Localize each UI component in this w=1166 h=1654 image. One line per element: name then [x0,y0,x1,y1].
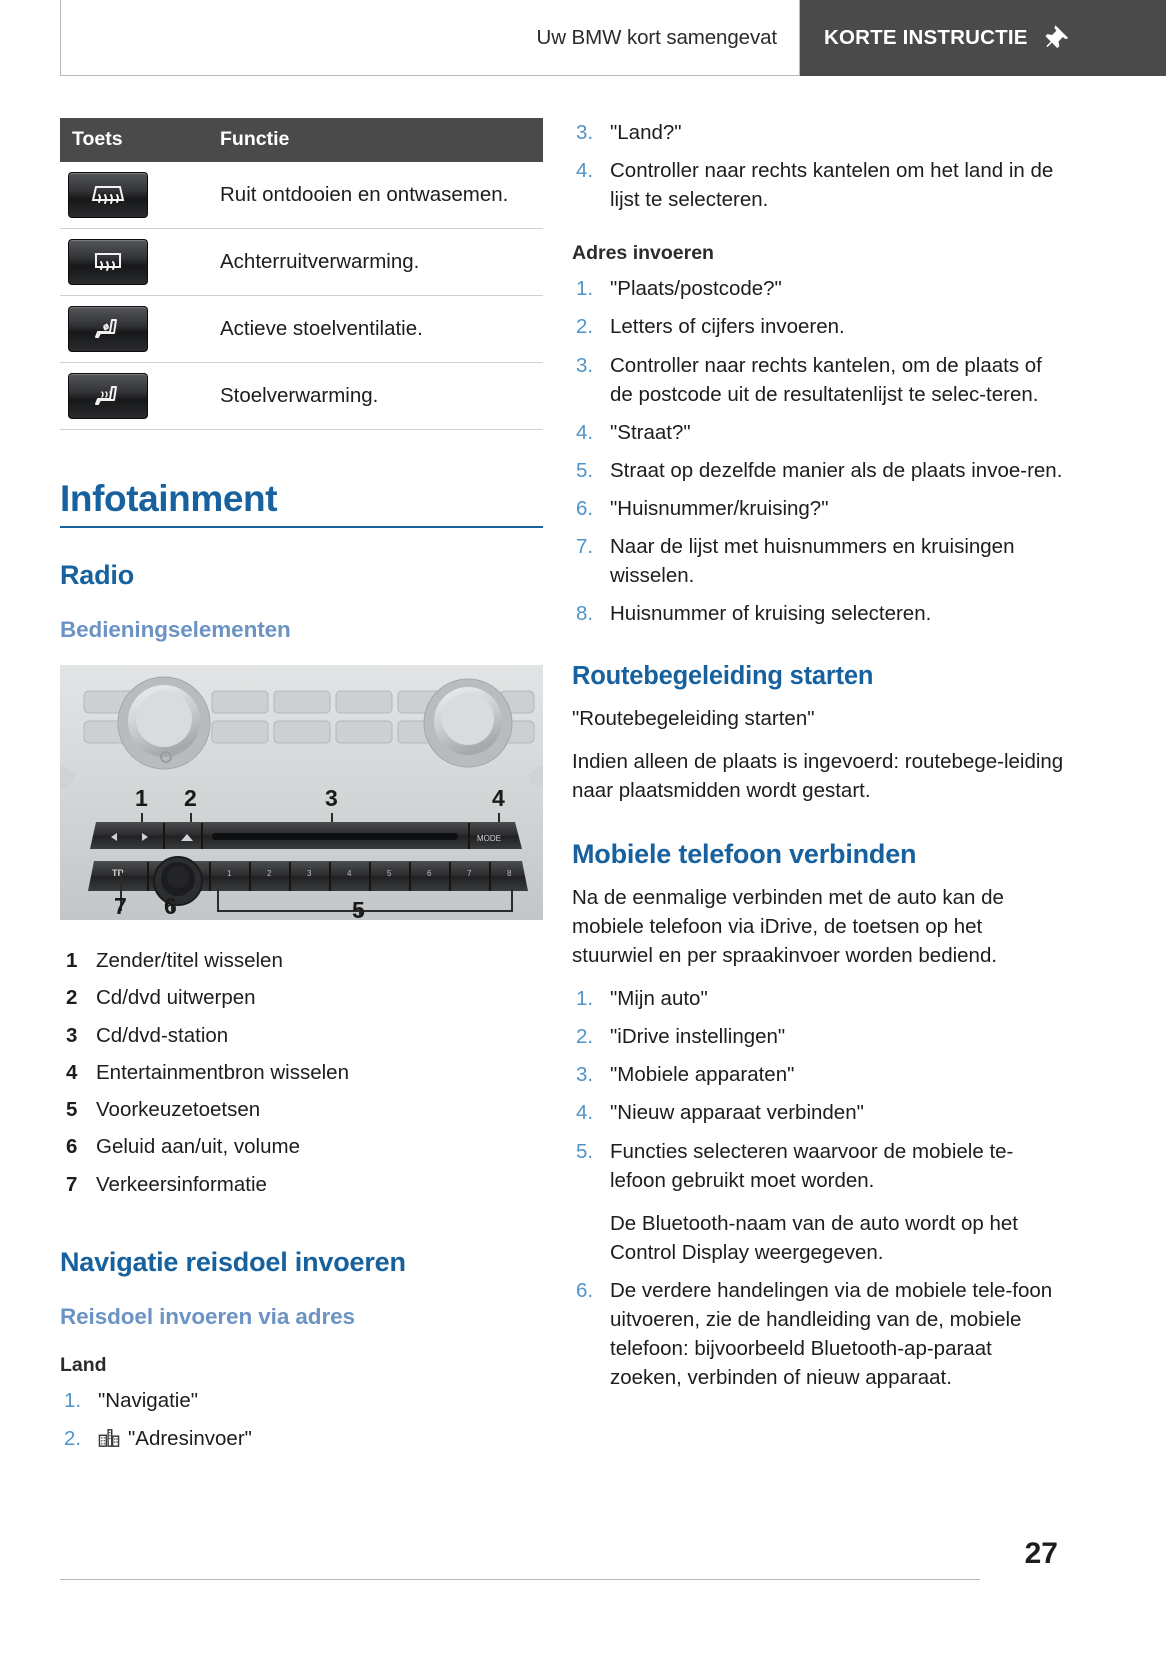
step-text: Functies selecteren waarvoor de mobiele te-lefoon gebruikt moet worden. [610,1139,1014,1192]
land-steps-list [60,1386,543,1453]
list-item [572,118,1064,147]
svg-text:1: 1 [227,869,232,878]
legend-label: Verkeersinformatie [96,1172,267,1196]
legend-label: Entertainmentbron wisselen [96,1060,349,1084]
svg-text:2: 2 [184,785,197,811]
minor-heading-adres-invoeren: Adres invoeren [572,242,714,265]
step-text: "Mijn auto" [610,987,708,1011]
legend-label: Geluid aan/uit, volume [96,1135,300,1159]
function-cell: Stoelverwarming. [208,363,543,430]
list-item [60,1166,543,1203]
legend-number: 7 [66,1172,78,1196]
step-number: 8. [576,602,594,626]
list-item [60,1017,543,1054]
legend-number: 3 [66,1023,78,1047]
step-text: Straat op dezelfde manier als de plaats invoe-ren. [610,458,1063,482]
table-row [60,363,543,430]
svg-text:MODE: MODE [477,834,501,843]
step-number: 3. [576,1063,594,1087]
svg-text:4: 4 [347,869,352,878]
step-number: 1. [64,1389,82,1413]
svg-text:5: 5 [387,869,392,878]
land-steps-continued [572,118,1064,214]
step-text: "Land?" [610,121,682,144]
svg-text:TP: TP [112,868,124,878]
left-column [60,118,543,1453]
step-note: De Bluetooth-naam van de auto wordt op het Control Display weergegeven. [610,1211,1018,1264]
svg-text:8: 8 [507,869,512,878]
step-number: 5. [576,1139,594,1163]
list-item [572,1276,1064,1392]
step-text: "Straat?" [610,420,691,444]
legend-label: Cd/dvd uitwerpen [96,986,256,1010]
legend-label: Voorkeuzetoetsen [96,1098,261,1122]
svg-text:1: 1 [135,785,148,811]
table-row [60,162,543,229]
list-item [572,984,1064,1013]
svg-text:5: 5 [352,897,365,920]
step-text: "Adresinvoer" [128,1427,252,1451]
step-text: De verdere handelingen via de mobiele tele-foon uitvoeren, zie de handleiding van de, mobiele telefoon: bijvoorbeeld Bluetooth-ap-paraat zoeken, verbinden of nieuw apparaat. [610,1278,1053,1390]
subheading-bedieningselementen: Bedieningselementen [60,617,291,642]
route-command-text: "Routebegeleiding starten" [572,707,815,731]
svg-text:3: 3 [307,869,312,878]
section-heading-radio: Radio [60,560,135,590]
list-item [572,1098,1064,1127]
rear-window-defrost-icon [68,239,148,285]
address-entry-icon [98,1427,120,1447]
pin-icon [1044,25,1070,51]
chapter-tab [800,0,1166,76]
list-item [572,312,1064,341]
page-footer [60,1537,1064,1580]
svg-text:6: 6 [427,869,432,878]
list-item [60,979,543,1016]
list-item [60,1424,543,1453]
table-row [60,296,543,363]
step-text: "iDrive instellingen" [610,1025,786,1049]
svg-text:7: 7 [467,869,472,878]
step-text: "Plaats/postcode?" [610,277,782,301]
legend-number: 4 [66,1060,78,1084]
svg-text:7: 7 [114,893,127,919]
key-table-col-functie: Functie [208,118,543,162]
step-number: 2. [576,1025,594,1049]
legend-label: Cd/dvd-station [96,1023,229,1047]
section-heading-mobiele-telefoon: Mobiele telefoon verbinden [572,838,917,869]
key-function-table [60,118,543,430]
svg-text:6: 6 [164,893,177,919]
key-table-head [60,118,543,162]
key-table-col-toets: Toets [60,118,208,162]
running-title [60,0,800,76]
svg-text:4: 4 [492,785,505,811]
list-item [572,1137,1064,1195]
step-text: "Nieuw apparaat verbinden" [610,1101,864,1125]
step-text: "Mobiele apparaten" [610,1063,795,1087]
step-text: Controller naar rechts kantelen om het land in de lijst te selecteren. [610,159,1054,212]
windshield-defrost-icon [68,172,148,218]
function-cell: Achterruitverwarming. [208,229,543,296]
key-cell [60,162,208,229]
step-number: 7. [576,535,594,559]
step-text-with-icon [98,1424,543,1453]
step-number: 3. [576,121,594,144]
key-table-body [60,162,543,430]
running-title-text: Uw BMW kort samengevat [536,25,777,49]
section-heading-navigatie: Navigatie reisdoel invoeren [60,1247,406,1278]
list-item [60,1091,543,1128]
step-number: 6. [576,1278,594,1302]
step-number: 3. [576,353,594,377]
step-number: 1. [576,277,594,301]
seat-ventilation-icon [68,306,148,352]
adres-steps-list [572,274,1064,628]
step-number: 2. [64,1427,82,1451]
figure-legend [60,942,543,1203]
list-item [60,1128,543,1165]
step-number: 4. [576,159,594,183]
step-number: 2. [576,315,594,339]
list-item [572,351,1064,409]
list-item [60,1386,543,1415]
seat-heating-icon [68,373,148,419]
subheading-reisdoel-via-adres: Reisdoel invoeren via adres [60,1304,355,1330]
step-text: "Navigatie" [98,1389,199,1413]
step-text: Huisnummer of kruising selecteren. [610,602,932,626]
step-text: Naar de lijst met huisnummers en kruisingen wisselen. [610,535,1015,588]
radio-control-panel-figure [60,665,543,920]
svg-text:3: 3 [325,785,338,811]
list-item [572,1022,1064,1051]
step-text: Letters of cijfers invoeren. [610,315,845,339]
phone-steps-list [572,984,1064,1392]
right-column [572,118,1064,1392]
list-item [572,456,1064,485]
footer-divider [60,1579,980,1580]
header-left-margin [0,0,60,76]
function-cell: Ruit ontdooien en ontwasemen. [208,162,543,229]
key-table-header-row [60,118,543,162]
section-heading-routebegeleiding: Routebegeleiding starten [572,662,874,691]
list-item [572,418,1064,447]
key-cell [60,296,208,363]
page-number: 27 [1024,1537,1058,1570]
key-cell [60,229,208,296]
list-item [572,599,1064,628]
list-item [572,532,1064,590]
step-number: 5. [576,458,594,482]
step-number: 4. [576,420,594,444]
chapter-tab-label: KORTE INSTRUCTIE [824,26,1028,49]
page-header [0,0,1166,76]
list-item [60,1054,543,1091]
list-item [60,942,543,979]
function-cell: Actieve stoelventilatie. [208,296,543,363]
list-item [572,156,1064,214]
minor-heading-land: Land [60,1354,107,1377]
svg-text:2: 2 [267,869,272,878]
phone-body-text: Na de eenmalige verbinden met de auto kan de mobiele telefoon via iDrive, de toetsen op het stuurwiel en per spraakinvoer worden bediend. [572,885,1004,967]
step-number: 4. [576,1101,594,1125]
step-text: Controller naar rechts kantelen, om de plaats of de postcode uit de resultatenlijst te selec-teren. [610,353,1042,406]
legend-number: 2 [66,986,78,1010]
list-item [572,274,1064,303]
legend-number: 5 [66,1098,78,1122]
step-text: "Huisnummer/kruising?" [610,496,829,520]
step-number: 6. [576,496,594,520]
legend-number: 1 [66,949,78,972]
key-cell [60,363,208,430]
legend-label: Zender/titel wisselen [96,949,283,972]
legend-number: 6 [66,1135,78,1159]
list-item [572,1060,1064,1089]
route-body-text: Indien alleen de plaats is ingevoerd: routebege-leiding naar plaatsmidden wordt gestart. [572,749,1064,802]
step-number: 1. [576,987,594,1011]
page-title: Infotainment [60,478,543,528]
table-row [60,229,543,296]
list-item [572,494,1064,523]
